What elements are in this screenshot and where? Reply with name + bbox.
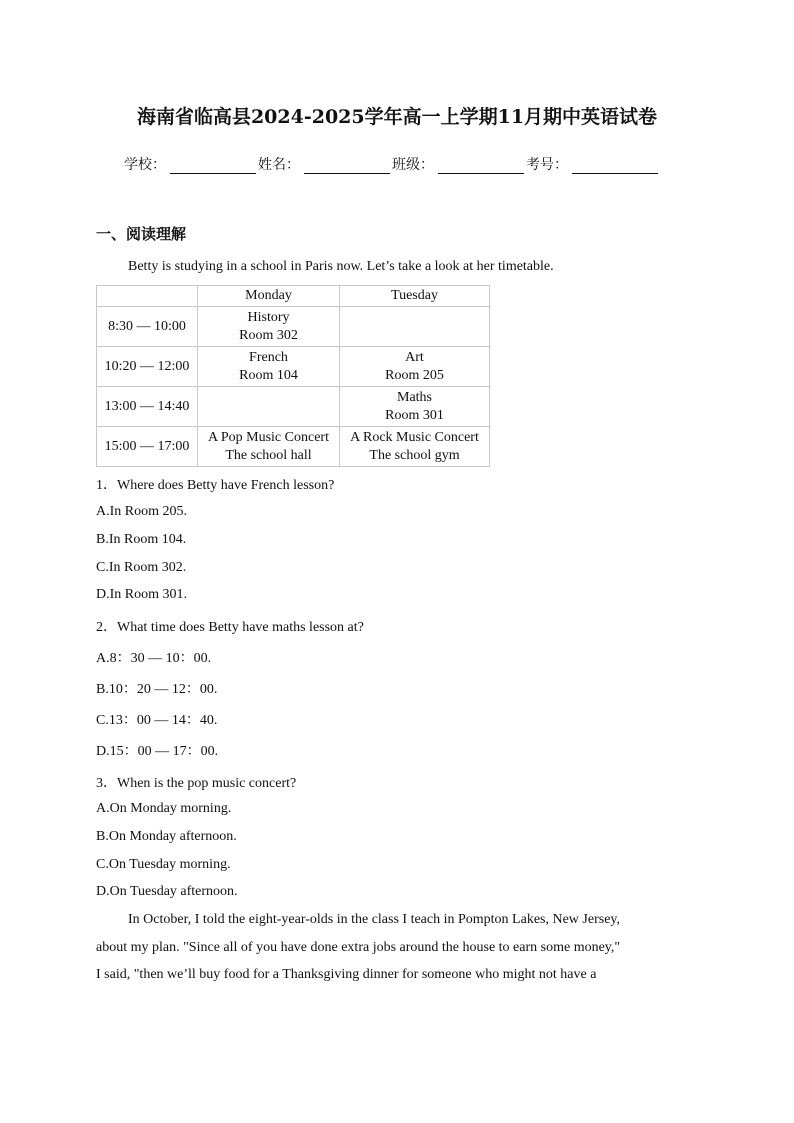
intro-text: Betty is studying in a school in Paris now. Let’s take a look at her timetable.: [128, 259, 554, 274]
number-blank[interactable]: [572, 157, 658, 174]
question-1-option-b[interactable]: B.In Room 104.: [96, 532, 187, 547]
timetable: [96, 285, 490, 467]
monday-cell: [198, 427, 340, 467]
question-1-option-d[interactable]: D.In Room 301.: [96, 587, 187, 602]
passage-line: about my plan. "Since all of you have done extra jobs around the house to earn some money,": [96, 939, 621, 955]
question-1-option-a[interactable]: A.In Room 205.: [96, 504, 187, 519]
tuesday-cell: [340, 347, 490, 387]
question-2-option-a[interactable]: A.8：30 — 10：00.: [96, 651, 212, 666]
header-cell-empty: [97, 286, 198, 307]
page-title: 海南省临高县2024-2025学年高一上学期11月期中英语试卷: [136, 106, 658, 128]
question-1-option-c[interactable]: C.In Room 302.: [96, 560, 187, 575]
question-3-option-d[interactable]: D.On Tuesday afternoon.: [96, 884, 238, 899]
school-label: 学校：: [124, 157, 166, 173]
passage-line: In October, I told the eight-year-olds in the class I teach in Pompton Lakes, New Jersey,: [128, 912, 620, 927]
student-info-line: [124, 154, 660, 174]
number-label: 考号：: [526, 157, 568, 173]
class-blank[interactable]: [438, 157, 524, 174]
question-3-option-a[interactable]: A.On Monday morning.: [96, 801, 232, 816]
class-label: 班级：: [392, 157, 434, 173]
monday-cell: [198, 347, 340, 387]
reading-passage: [96, 906, 690, 989]
header-cell-tuesday: Tuesday: [340, 286, 490, 307]
name-label: 姓名：: [258, 157, 300, 173]
room-text: Room 104: [239, 367, 298, 383]
room-text: The school hall: [225, 447, 312, 463]
passage-line: I said, "then we’ll buy food for a Thanksgiving dinner for someone who might not have a: [96, 967, 597, 982]
timetable-header-row: [97, 286, 490, 307]
tuesday-cell: [340, 387, 490, 427]
room-text: The school gym: [369, 447, 460, 463]
monday-cell: [198, 307, 340, 347]
question-1-stem: 1．Where does Betty have French lesson?: [96, 478, 335, 493]
question-2-option-d[interactable]: D.15：00 — 17：00.: [96, 744, 219, 759]
room-text: Room 302: [239, 327, 298, 343]
question-3-option-b[interactable]: B.On Monday afternoon.: [96, 829, 237, 844]
time-cell: 8:30 — 10:00: [97, 307, 198, 347]
time-cell: 10:20 — 12:00: [97, 347, 198, 387]
subject-text: A Rock Music Concert: [350, 429, 479, 445]
table-row: [97, 387, 490, 427]
table-row: [97, 427, 490, 467]
question-3-stem: 3．When is the pop music concert?: [96, 776, 297, 791]
monday-cell: [198, 387, 340, 427]
tuesday-cell: [340, 307, 490, 347]
header-cell-monday: Monday: [198, 286, 340, 307]
subject-text: History: [247, 309, 290, 325]
table-row: [97, 307, 490, 347]
name-blank[interactable]: [304, 157, 390, 174]
subject-text: Art: [405, 349, 424, 365]
tuesday-cell: [340, 427, 490, 467]
table-row: [97, 347, 490, 387]
subject-text: French: [249, 349, 288, 365]
subject-text: Maths: [397, 389, 432, 405]
subject-text: A Pop Music Concert: [208, 429, 329, 445]
time-cell: 15:00 — 17:00: [97, 427, 198, 467]
section-heading: 一、阅读理解: [96, 225, 187, 243]
school-blank[interactable]: [170, 157, 256, 174]
question-2-option-b[interactable]: B.10：20 — 12：00.: [96, 682, 218, 697]
room-text: Room 205: [385, 367, 444, 383]
time-cell: 13:00 — 14:40: [97, 387, 198, 427]
question-2-stem: 2．What time does Betty have maths lesson at?: [96, 620, 364, 635]
room-text: Room 301: [385, 407, 444, 423]
question-2-option-c[interactable]: C.13：00 — 14：40.: [96, 713, 218, 728]
question-3-option-c[interactable]: C.On Tuesday morning.: [96, 857, 231, 872]
